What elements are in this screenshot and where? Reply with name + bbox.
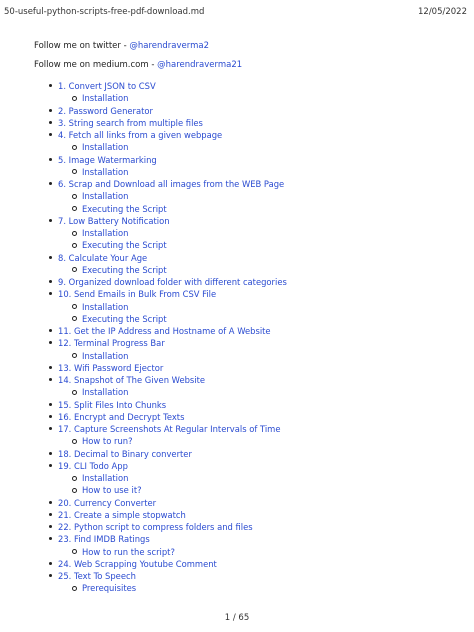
bullet-disc-icon xyxy=(49,84,52,87)
toc-subitem xyxy=(0,203,474,215)
toc-item xyxy=(0,521,474,533)
toc-link[interactable]: Installation xyxy=(82,228,129,238)
bullet-circle-icon xyxy=(72,353,77,358)
toc-link[interactable]: Executing the Script xyxy=(82,240,167,251)
bullet-circle-icon xyxy=(72,231,77,236)
toc-link[interactable]: 11. Get the IP Address and Hostname of A Website xyxy=(58,326,271,336)
follow-medium-line xyxy=(34,59,242,71)
bullet-disc-icon xyxy=(49,464,52,467)
toc-link[interactable]: Installation xyxy=(82,350,129,361)
toc-link[interactable]: 23. Find IMDB Ratings xyxy=(58,534,150,545)
toc-item xyxy=(0,288,474,300)
bullet-circle-icon xyxy=(72,549,77,554)
toc-item xyxy=(0,509,474,521)
toc-link[interactable]: 10. Send Emails in Bulk From CSV File xyxy=(58,289,217,300)
bullet-disc-icon xyxy=(49,121,52,124)
bullet-disc-icon xyxy=(49,292,52,295)
toc-link[interactable]: 19. CLI Todo App xyxy=(58,460,128,471)
bullet-disc-icon xyxy=(49,452,52,455)
bullet-circle-icon xyxy=(72,243,77,248)
toc-item xyxy=(0,105,474,117)
toc-item xyxy=(0,178,474,190)
bullet-disc-icon xyxy=(49,525,52,528)
toc-item xyxy=(0,215,474,227)
document-date: 12/05/2022 xyxy=(418,7,467,17)
toc-link[interactable]: Installation xyxy=(82,142,129,153)
toc-link[interactable]: 4. Fetch all links from a given webpage xyxy=(58,130,223,140)
toc-link[interactable]: 12. Terminal Progress Bar xyxy=(58,338,165,349)
toc-item xyxy=(0,276,474,288)
toc-link[interactable]: Prerequisites xyxy=(82,583,137,594)
toc-link[interactable]: 25. Text To Speech xyxy=(58,571,136,581)
toc-item xyxy=(0,80,474,92)
toc-item xyxy=(0,570,474,582)
bullet-circle-icon xyxy=(72,206,77,211)
toc-subitem xyxy=(0,386,474,398)
toc-link[interactable]: 9. Organized download folder with different categories xyxy=(58,277,287,287)
bullet-disc-icon xyxy=(49,158,52,161)
toc-link[interactable]: 21. Create a simple stopwatch xyxy=(58,509,186,520)
toc-link[interactable]: Executing the Script xyxy=(82,203,167,214)
bullet-circle-icon xyxy=(72,316,77,321)
follow-twitter-line xyxy=(34,40,209,52)
bullet-disc-icon xyxy=(49,537,52,540)
toc-item xyxy=(0,117,474,129)
toc-link[interactable]: Installation xyxy=(82,301,129,312)
twitter-handle-link[interactable]: @harendraverma2 xyxy=(129,41,209,51)
toc-link[interactable]: How to run the script? xyxy=(82,546,175,557)
page-number: 1 / 65 xyxy=(224,613,250,623)
toc-link[interactable]: 17. Capture Screenshots At Regular Intervals of Time xyxy=(58,424,281,434)
toc-subitem xyxy=(0,239,474,251)
toc-link[interactable]: Executing the Script xyxy=(82,264,167,275)
bullet-disc-icon xyxy=(49,403,52,406)
bullet-circle-icon xyxy=(72,96,77,101)
bullet-disc-icon xyxy=(49,280,52,283)
toc-link[interactable]: 5. Image Watermarking xyxy=(58,154,157,165)
bullet-disc-icon xyxy=(49,133,52,136)
toc-subitem xyxy=(0,227,474,239)
bullet-disc-icon xyxy=(49,219,52,222)
toc-link[interactable]: Installation xyxy=(82,387,129,398)
toc-item xyxy=(0,497,474,509)
toc-link[interactable]: 3. String search from multiple files xyxy=(58,117,203,128)
toc-subitem xyxy=(0,313,474,325)
bullet-disc-icon xyxy=(49,415,52,418)
document-filename: 50-useful-python-scripts-free-pdf-download.md xyxy=(4,7,205,17)
toc-subitem xyxy=(0,264,474,276)
bullet-disc-icon xyxy=(49,366,52,369)
toc-item xyxy=(0,423,474,435)
toc-item xyxy=(0,558,474,570)
toc-link[interactable]: 20. Currency Converter xyxy=(58,497,157,508)
toc-item xyxy=(0,325,474,337)
toc-item xyxy=(0,399,474,411)
toc-link[interactable]: Installation xyxy=(82,93,129,104)
bullet-disc-icon xyxy=(49,574,52,577)
toc-item xyxy=(0,154,474,166)
bullet-disc-icon xyxy=(49,562,52,565)
toc-link[interactable]: How to run? xyxy=(82,436,133,447)
toc-link[interactable]: 14. Snapshot of The Given Website xyxy=(58,375,206,385)
bullet-circle-icon xyxy=(72,267,77,272)
toc-link[interactable]: Installation xyxy=(82,166,129,177)
bullet-disc-icon xyxy=(49,341,52,344)
bullet-disc-icon xyxy=(49,182,52,185)
toc-subitem xyxy=(0,435,474,447)
toc-item xyxy=(0,129,474,141)
bullet-circle-icon xyxy=(72,488,77,493)
bullet-circle-icon xyxy=(72,439,77,444)
bullet-circle-icon xyxy=(72,476,77,481)
toc-link[interactable]: 13. Wifi Password Ejector xyxy=(58,362,164,373)
toc-item xyxy=(0,337,474,349)
toc-item xyxy=(0,460,474,472)
toc-link[interactable]: 15. Split Files Into Chunks xyxy=(58,399,167,410)
toc-link[interactable]: 22. Python script to compress folders and files xyxy=(58,522,253,532)
toc-subitem xyxy=(0,92,474,104)
toc-subitem xyxy=(0,166,474,178)
toc-item xyxy=(0,252,474,264)
toc-subitem xyxy=(0,546,474,558)
follow-medium-prefix: Follow me on medium.com - xyxy=(34,60,158,70)
bullet-disc-icon xyxy=(49,329,52,332)
toc-link[interactable]: 24. Web Scrapping Youtube Comment xyxy=(58,558,217,569)
bullet-disc-icon xyxy=(49,427,52,430)
toc-subitem xyxy=(0,301,474,313)
toc-link[interactable]: 7. Low Battery Notification xyxy=(58,215,170,226)
bullet-circle-icon xyxy=(72,145,77,150)
toc-link[interactable]: 6. Scrap and Download all images from the WEB Page xyxy=(58,179,285,189)
medium-handle-link[interactable]: @harendraverma21 xyxy=(157,60,243,70)
toc-item xyxy=(0,362,474,374)
toc-link[interactable]: 2. Password Generator xyxy=(58,105,153,116)
toc-link[interactable]: 1. Convert JSON to CSV xyxy=(58,81,156,91)
toc-link[interactable]: 18. Decimal to Binary converter xyxy=(58,448,192,459)
toc-subitem xyxy=(0,350,474,362)
table-of-contents xyxy=(0,80,474,595)
toc-subitem xyxy=(0,484,474,496)
toc-item xyxy=(0,411,474,423)
bullet-circle-icon xyxy=(72,390,77,395)
toc-item xyxy=(0,448,474,460)
bullet-disc-icon xyxy=(49,378,52,381)
toc-item xyxy=(0,533,474,545)
toc-link[interactable]: How to use it? xyxy=(82,485,142,496)
bullet-disc-icon xyxy=(49,109,52,112)
bullet-circle-icon xyxy=(72,586,77,591)
toc-link[interactable]: Installation xyxy=(82,191,129,202)
toc-link[interactable]: Installation xyxy=(82,473,129,483)
toc-link[interactable]: 8. Calculate Your Age xyxy=(58,252,148,263)
bullet-disc-icon xyxy=(49,256,52,259)
bullet-circle-icon xyxy=(72,304,77,309)
bullet-disc-icon xyxy=(49,513,52,516)
toc-subitem xyxy=(0,190,474,202)
bullet-circle-icon xyxy=(72,169,77,174)
toc-subitem xyxy=(0,582,474,594)
toc-link[interactable]: Executing the Script xyxy=(82,313,167,324)
follow-twitter-prefix: Follow me on twitter - xyxy=(34,41,130,51)
toc-subitem xyxy=(0,472,474,484)
bullet-disc-icon xyxy=(49,501,52,504)
toc-item xyxy=(0,374,474,386)
bullet-circle-icon xyxy=(72,194,77,199)
toc-subitem xyxy=(0,141,474,153)
toc-link[interactable]: 16. Encrypt and Decrypt Texts xyxy=(58,411,185,422)
